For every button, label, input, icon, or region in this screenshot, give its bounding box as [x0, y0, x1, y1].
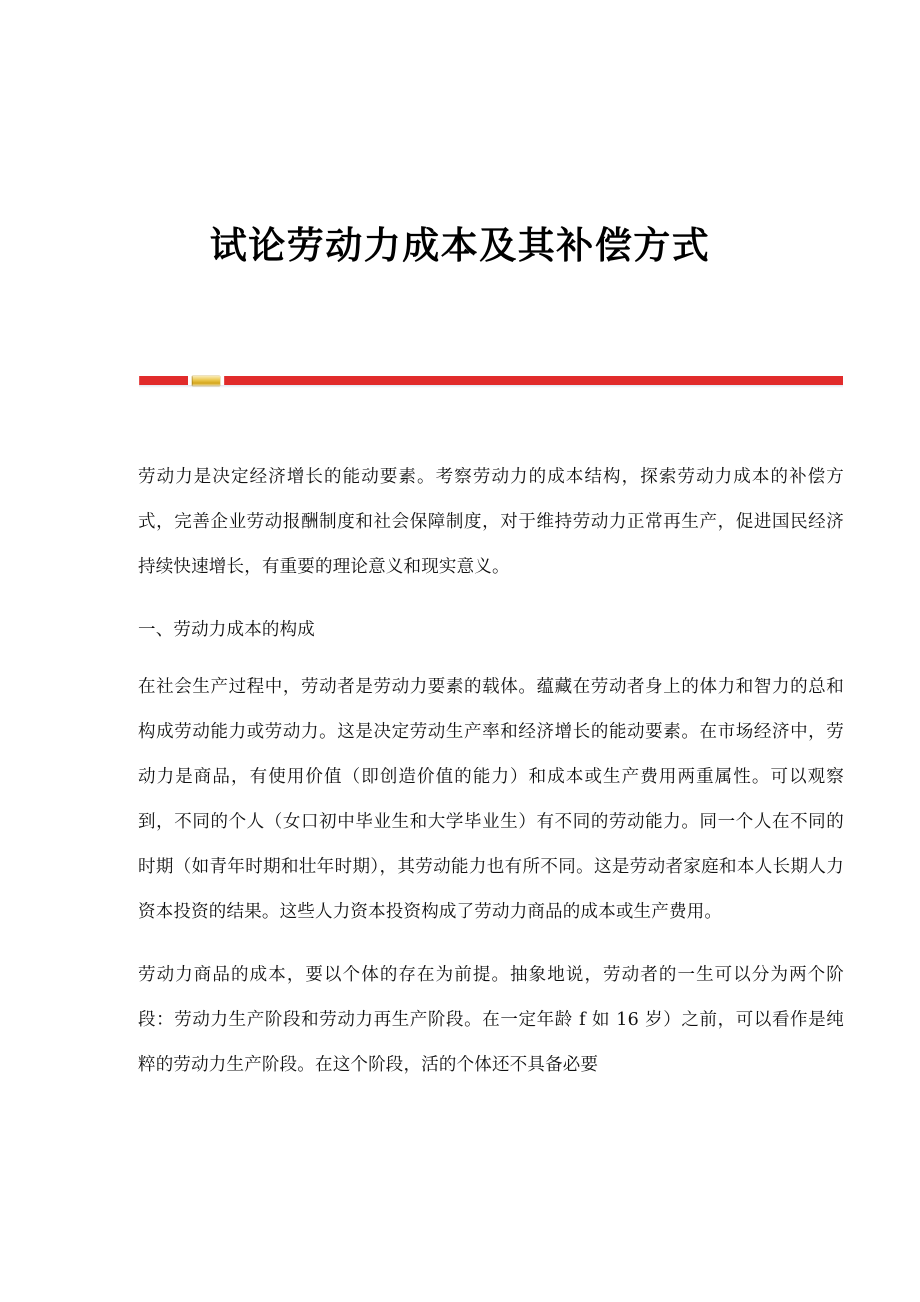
- decorative-divider: [139, 376, 843, 385]
- body-paragraph-1: 在社会生产过程中，劳动者是劳动力要素的载体。蕴藏在劳动者身上的体力和智力的总和构成劳动能力或劳动力。这是决定劳动生产率和经济增长的能动要素。在市场经济中，劳动力是商品，有使用价值（即创造价值的能力）和成本或生产费用两重属性。可以观察到，不同的个人（女口初中毕业生和大学毕业生）有不同的劳动能力。同一个人在不同的时期（如青年时期和壮年时期），其劳动能力也有所不同。这是劳动者家庭和本人长期人力资本投资的结果。这些人力资本投资构成了劳动力商品的成本或生产费用。: [138, 677, 844, 922]
- title-block: [0, 196, 920, 296]
- body-paragraph-2: 劳动力商品的成本，要以个体的存在为前提。抽象地说，劳动者的一生可以分为两个阶段：劳动力生产阶段和劳动力再生产阶段。在一定年龄 f 如 16 岁）之前，可以看作是纯粹的劳动力生产阶段。在这个阶段，活的个体还不具备必要: [138, 965, 844, 1075]
- body-paragraph-abstract: 劳动力是决定经济增长的能动要素。考察劳动力的成本结构，探索劳动力成本的补偿方式，完善企业劳动报酬制度和社会保障制度，对于维持劳动力正常再生产，促进国民经济持续快速增长，有重要的理论意义和现实意义。: [138, 467, 844, 577]
- document-body: [138, 455, 844, 1088]
- section-heading-1: 一、劳动力成本的构成: [138, 620, 315, 640]
- divider-segment-right: [224, 376, 843, 385]
- divider-shadow: [139, 385, 843, 388]
- divider-ornament-icon: [192, 376, 220, 386]
- divider-segment-left: [139, 376, 188, 385]
- page-title: 试论劳动力成本及其补偿方式: [209, 222, 711, 267]
